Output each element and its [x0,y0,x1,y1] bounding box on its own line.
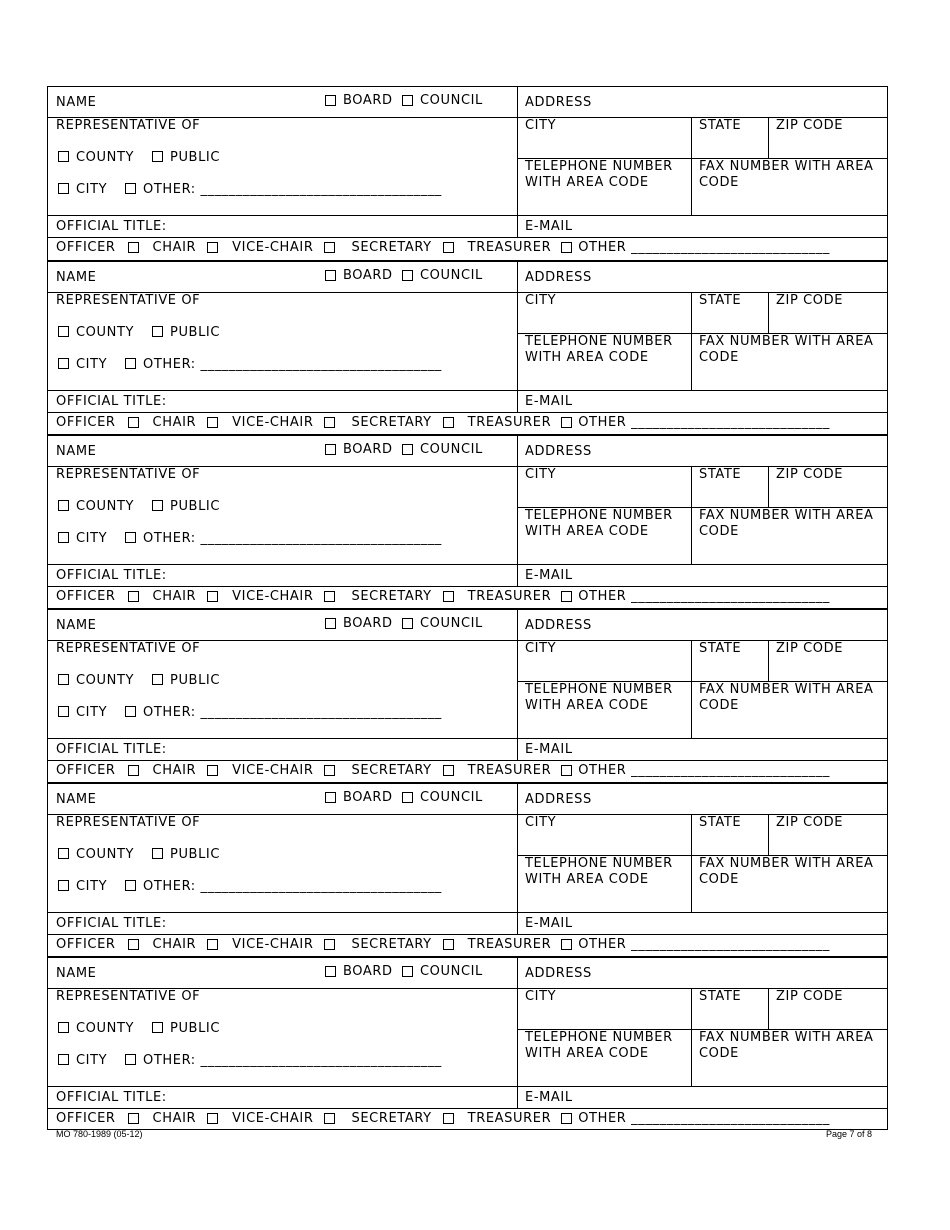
page-number: Page 7 of 8 [826,1129,873,1139]
telephone-label-line1: TELEPHONE NUMBER [525,856,673,871]
telephone-label-line2: WITH AREA CODE [525,175,649,190]
treasurer-checkbox[interactable] [561,242,572,253]
vice-chair-checkbox[interactable] [324,1113,335,1124]
representative-entry [47,956,888,1130]
zip-code-label: ZIP CODE [776,293,844,308]
officer-row [56,588,830,604]
representative-entry [47,434,888,608]
other-checkbox[interactable] [125,183,136,194]
public-checkbox[interactable] [152,674,163,685]
address-label: ADDRESS [525,792,592,807]
other-option-label: OTHER: __________________________________ [143,357,442,372]
official-title-label: OFFICIAL TITLE: [56,394,167,409]
secretary-checkbox[interactable] [443,765,454,776]
name-label: NAME [56,270,97,285]
board-checkbox[interactable] [325,95,336,106]
chair-label: CHAIR [152,936,197,952]
treasurer-label: TREASURER [467,588,552,604]
city-checkbox[interactable] [58,532,69,543]
public-label: PUBLIC [170,1021,221,1036]
vice-chair-label: VICE-CHAIR [232,762,314,778]
vice-chair-label: VICE-CHAIR [232,414,314,430]
zip-code-label: ZIP CODE [776,467,844,482]
board-label: BOARD [343,442,393,457]
other-officer-label: OTHER ____________________________ [578,1110,830,1126]
city-option-label: CITY [76,182,108,197]
fax-label-line1: FAX NUMBER WITH AREA [699,682,874,697]
email-label: E-MAIL [525,219,573,234]
city-label: CITY [525,815,557,830]
secretary-checkbox[interactable] [443,417,454,428]
address-label: ADDRESS [525,444,592,459]
county-checkbox[interactable] [58,1022,69,1033]
board-checkbox[interactable] [325,444,336,455]
treasurer-label: TREASURER [467,239,552,255]
other-officer-label: OTHER ____________________________ [578,588,830,604]
state-label: STATE [699,815,742,830]
city-label: CITY [525,118,557,133]
officer-checkbox[interactable] [128,1113,139,1124]
official-title-label: OFFICIAL TITLE: [56,742,167,757]
chair-checkbox[interactable] [207,939,218,950]
representative-form [47,86,888,1130]
fax-label-line2: CODE [699,524,739,539]
secretary-label: SECRETARY [351,762,432,778]
official-title-label: OFFICIAL TITLE: [56,219,167,234]
city-label: CITY [525,641,557,656]
officer-label: OFFICER [56,239,116,255]
other-officer-label: OTHER ____________________________ [578,414,830,430]
public-label: PUBLIC [170,499,221,514]
name-label: NAME [56,95,97,110]
telephone-label-line1: TELEPHONE NUMBER [525,508,673,523]
other-checkbox[interactable] [125,1054,136,1065]
fax-label-line2: CODE [699,872,739,887]
council-label: COUNCIL [420,790,483,805]
city-option-label: CITY [76,1053,108,1068]
vice-chair-checkbox[interactable] [324,765,335,776]
county-label: COUNTY [76,847,135,862]
address-label: ADDRESS [525,618,592,633]
chair-label: CHAIR [152,414,197,430]
secretary-checkbox[interactable] [443,242,454,253]
council-checkbox[interactable] [402,792,413,803]
name-label: NAME [56,792,97,807]
board-label: BOARD [343,268,393,283]
official-title-label: OFFICIAL TITLE: [56,1090,167,1105]
council-checkbox[interactable] [402,618,413,629]
city-label: CITY [525,467,557,482]
telephone-label-line2: WITH AREA CODE [525,524,649,539]
county-checkbox[interactable] [58,326,69,337]
officer-row [56,1110,830,1126]
fax-label-line1: FAX NUMBER WITH AREA [699,334,874,349]
city-label: CITY [525,989,557,1004]
fax-label-line1: FAX NUMBER WITH AREA [699,1030,874,1045]
secretary-checkbox[interactable] [443,591,454,602]
vice-chair-checkbox[interactable] [324,591,335,602]
secretary-checkbox[interactable] [443,1113,454,1124]
other-checkbox[interactable] [125,706,136,717]
secretary-checkbox[interactable] [443,939,454,950]
county-label: COUNTY [76,1021,135,1036]
name-label: NAME [56,618,97,633]
public-label: PUBLIC [170,673,221,688]
board-checkbox[interactable] [325,270,336,281]
representative-of-label: REPRESENTATIVE OF [56,118,201,133]
zip-code-label: ZIP CODE [776,641,844,656]
representative-of-label: REPRESENTATIVE OF [56,815,201,830]
chair-label: CHAIR [152,1110,197,1126]
officer-label: OFFICER [56,588,116,604]
officer-row [56,762,830,778]
vice-chair-checkbox[interactable] [324,417,335,428]
public-checkbox[interactable] [152,1022,163,1033]
name-label: NAME [56,444,97,459]
zip-code-label: ZIP CODE [776,989,844,1004]
address-label: ADDRESS [525,966,592,981]
board-checkbox[interactable] [325,966,336,977]
other-checkbox[interactable] [125,532,136,543]
email-label: E-MAIL [525,568,573,583]
council-checkbox[interactable] [402,95,413,106]
state-label: STATE [699,467,742,482]
form-number: MO 780-1989 (05-12) [56,1129,143,1139]
officer-checkbox[interactable] [128,242,139,253]
council-label: COUNCIL [420,93,483,108]
chair-label: CHAIR [152,239,197,255]
telephone-label-line2: WITH AREA CODE [525,872,649,887]
telephone-label-line1: TELEPHONE NUMBER [525,1030,673,1045]
representative-entry [47,260,888,434]
board-checkbox[interactable] [325,618,336,629]
fax-label-line1: FAX NUMBER WITH AREA [699,508,874,523]
officer-row [56,936,830,952]
county-checkbox[interactable] [58,151,69,162]
chair-label: CHAIR [152,588,197,604]
treasurer-checkbox[interactable] [561,1113,572,1124]
city-option-label: CITY [76,531,108,546]
email-label: E-MAIL [525,742,573,757]
county-label: COUNTY [76,150,135,165]
address-label: ADDRESS [525,270,592,285]
council-checkbox[interactable] [402,444,413,455]
officer-label: OFFICER [56,414,116,430]
treasurer-checkbox[interactable] [561,591,572,602]
vice-chair-label: VICE-CHAIR [232,936,314,952]
officer-checkbox[interactable] [128,417,139,428]
city-checkbox[interactable] [58,183,69,194]
other-officer-label: OTHER ____________________________ [578,936,830,952]
state-label: STATE [699,989,742,1004]
public-checkbox[interactable] [152,326,163,337]
county-label: COUNTY [76,673,135,688]
secretary-label: SECRETARY [351,239,432,255]
fax-label-line1: FAX NUMBER WITH AREA [699,159,874,174]
vice-chair-label: VICE-CHAIR [232,588,314,604]
public-label: PUBLIC [170,847,221,862]
treasurer-label: TREASURER [467,762,552,778]
other-checkbox[interactable] [125,358,136,369]
state-label: STATE [699,118,742,133]
board-label: BOARD [343,93,393,108]
representative-entry [47,86,888,260]
telephone-label-line1: TELEPHONE NUMBER [525,682,673,697]
telephone-label-line2: WITH AREA CODE [525,1046,649,1061]
board-label: BOARD [343,964,393,979]
vice-chair-checkbox[interactable] [324,939,335,950]
fax-label-line2: CODE [699,350,739,365]
council-checkbox[interactable] [402,270,413,281]
state-label: STATE [699,293,742,308]
chair-label: CHAIR [152,762,197,778]
telephone-label-line2: WITH AREA CODE [525,698,649,713]
chair-checkbox[interactable] [207,591,218,602]
chair-checkbox[interactable] [207,1113,218,1124]
council-checkbox[interactable] [402,966,413,977]
secretary-label: SECRETARY [351,414,432,430]
county-checkbox[interactable] [58,674,69,685]
public-checkbox[interactable] [152,848,163,859]
vice-chair-label: VICE-CHAIR [232,239,314,255]
council-label: COUNCIL [420,964,483,979]
name-label: NAME [56,966,97,981]
chair-checkbox[interactable] [207,417,218,428]
county-checkbox[interactable] [58,500,69,511]
email-label: E-MAIL [525,1090,573,1105]
other-officer-label: OTHER ____________________________ [578,762,830,778]
city-checkbox[interactable] [58,880,69,891]
telephone-label-line1: TELEPHONE NUMBER [525,334,673,349]
vice-chair-checkbox[interactable] [324,242,335,253]
public-checkbox[interactable] [152,151,163,162]
address-label: ADDRESS [525,95,592,110]
representative-of-label: REPRESENTATIVE OF [56,989,201,1004]
public-label: PUBLIC [170,150,221,165]
city-checkbox[interactable] [58,358,69,369]
fax-label-line2: CODE [699,175,739,190]
council-label: COUNCIL [420,268,483,283]
telephone-label-line2: WITH AREA CODE [525,350,649,365]
vice-chair-label: VICE-CHAIR [232,1110,314,1126]
representative-entry [47,782,888,956]
fax-label-line1: FAX NUMBER WITH AREA [699,856,874,871]
city-checkbox[interactable] [58,1054,69,1065]
other-option-label: OTHER: __________________________________ [143,182,442,197]
city-option-label: CITY [76,879,108,894]
board-label: BOARD [343,790,393,805]
treasurer-checkbox[interactable] [561,417,572,428]
secretary-label: SECRETARY [351,936,432,952]
other-option-label: OTHER: __________________________________ [143,879,442,894]
officer-label: OFFICER [56,762,116,778]
city-checkbox[interactable] [58,706,69,717]
officer-checkbox[interactable] [128,939,139,950]
chair-checkbox[interactable] [207,765,218,776]
zip-code-label: ZIP CODE [776,118,844,133]
zip-code-label: ZIP CODE [776,815,844,830]
other-checkbox[interactable] [125,880,136,891]
other-option-label: OTHER: __________________________________ [143,531,442,546]
official-title-label: OFFICIAL TITLE: [56,916,167,931]
email-label: E-MAIL [525,394,573,409]
chair-checkbox[interactable] [207,242,218,253]
officer-label: OFFICER [56,936,116,952]
secretary-label: SECRETARY [351,1110,432,1126]
board-checkbox[interactable] [325,792,336,803]
officer-row [56,239,830,255]
official-title-label: OFFICIAL TITLE: [56,568,167,583]
city-option-label: CITY [76,357,108,372]
council-label: COUNCIL [420,616,483,631]
treasurer-label: TREASURER [467,1110,552,1126]
representative-entry [47,608,888,782]
officer-checkbox[interactable] [128,765,139,776]
city-label: CITY [525,293,557,308]
board-label: BOARD [343,616,393,631]
city-option-label: CITY [76,705,108,720]
other-officer-label: OTHER ____________________________ [578,239,830,255]
public-checkbox[interactable] [152,500,163,511]
representative-of-label: REPRESENTATIVE OF [56,467,201,482]
representative-of-label: REPRESENTATIVE OF [56,293,201,308]
email-label: E-MAIL [525,916,573,931]
telephone-label-line1: TELEPHONE NUMBER [525,159,673,174]
treasurer-label: TREASURER [467,414,552,430]
treasurer-checkbox[interactable] [561,939,572,950]
state-label: STATE [699,641,742,656]
fax-label-line2: CODE [699,698,739,713]
officer-checkbox[interactable] [128,591,139,602]
public-label: PUBLIC [170,325,221,340]
other-option-label: OTHER: __________________________________ [143,705,442,720]
representative-of-label: REPRESENTATIVE OF [56,641,201,656]
treasurer-checkbox[interactable] [561,765,572,776]
county-label: COUNTY [76,499,135,514]
county-label: COUNTY [76,325,135,340]
secretary-label: SECRETARY [351,588,432,604]
other-option-label: OTHER: __________________________________ [143,1053,442,1068]
officer-label: OFFICER [56,1110,116,1126]
fax-label-line2: CODE [699,1046,739,1061]
county-checkbox[interactable] [58,848,69,859]
officer-row [56,414,830,430]
council-label: COUNCIL [420,442,483,457]
treasurer-label: TREASURER [467,936,552,952]
